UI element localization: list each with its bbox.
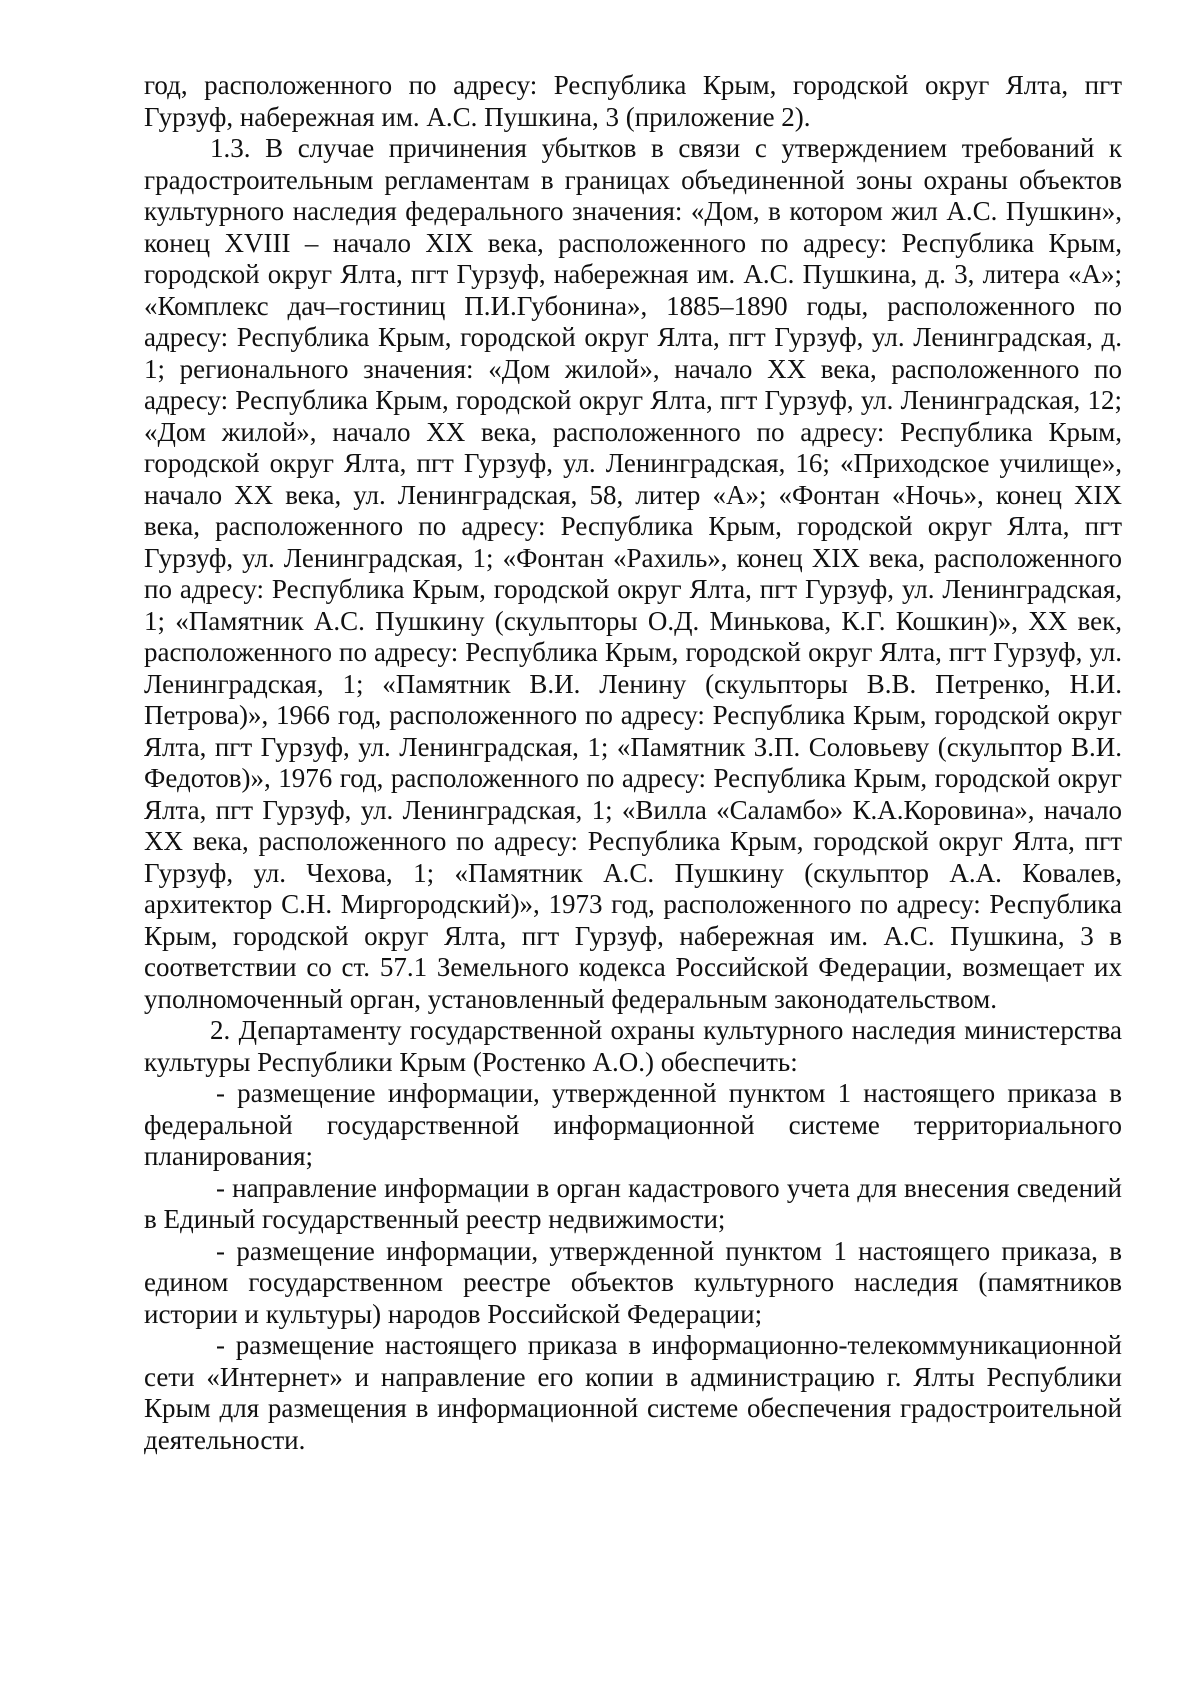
paragraph-section-1-3: 1.3. В случае причинения убытков в связи с утверждением требований к градостроительным регламентам в границах объединенной зоны охраны объектов культурного наследия федерального значения: «Дом, в котором жил А.С. Пушкин», конец XVIII – начало XIX века, расположенного по адресу: Республика Крым, городской округ Ялта, пгт Гурзуф, набережная им. А.С. Пушкина, д. 3, литера «А»; «Комплекс дач–гостиниц П.И.Губонина», 1885–1890 годы, расположенного по адресу: Республика Крым, городской округ Ялта, пгт Гурзуф, ул. Ленинградская, д. 1; регионального значения: «Дом жилой», начало XX века, расположенного по адресу: Республика Крым, городской округ Ялта, пгт Гурзуф, ул. Ленинградская, 12; «Дом жилой», начало XX века, расположенного по адресу: Республика Крым, городской округ Ялта, пгт Гурзуф, ул. Ленинградская, 16; «Приходское училище», начало XX века, ул. Ленинградская, 58, литер «А»; «Фонтан «Ночь», конец XIX века, расположенного по адресу: Республика Крым, городской округ Ялта, пгт Гурзуф, ул. Ленинградская, 1; «Фонтан «Рахиль», конец XIX века, расположенного по адресу: Республика Крым, городской округ Ялта, пгт Гурзуф, ул. Ленинградская, 1; «Памятник А.С. Пушкину (скульпторы О.Д. Минькова, К.Г. Кошкин)», XX век, расположенного по адресу: Республика Крым, городской округ Ялта, пгт Гурзуф, ул. Ленинградская, 1; «Памятник В.И. Ленину (скульпторы В.В. Петренко, Н.И. Петрова)», 1966 год, расположенного по адресу: Республика Крым, городской округ Ялта, пгт Гурзуф, ул. Ленинградская, 1; «Памятник З.П. Соловьеву (скульптор В.И. Федотов)», 1976 год, расположенного по адресу: Республика Крым, городской округ Ялта, пгт Гурзуф, ул. Ленинградская, 1; «Вилла «Саламбо» К.А.Коровина», начало XX века, расположенного по адресу: Республика Крым, городской округ Ялта, пгт Гурзуф, ул. Чехова, 1; «Памятник А.С. Пушкину (скульптор А.А. Ковалев, архитектор С.Н. Миргородский)», 1973 год, расположенного по адресу: Республика Крым, городской округ Ялта, пгт Гурзуф, набережная им. А.С. Пушкина, 3 в соответствии со ст. 57.1 Земельного кодекса Российской Федерации, возмещает их уполномоченный орган, установленный федеральным законодательством. (144, 133, 1122, 1014)
bullet-item-4: - размещение настоящего приказа в информационно-телекоммуникационной сети «Интернет» и направление его копии в администрацию г. Ялты Республики Крым для размещения в информационной системе обеспечения градостроительной деятельности. (144, 1330, 1122, 1455)
paragraph-continuation: год, расположенного по адресу: Республика Крым, городской округ Ялта, пгт Гурзуф, набережная им. А.С. Пушкина, 3 (приложение 2). (144, 70, 1122, 132)
bullet-item-2: - направление информации в орган кадастрового учета для внесения сведений в Единый государственный реестр недвижимости; (144, 1172, 1122, 1234)
paragraph-section-2: 2. Департаменту государственной охраны культурного наследия министерства культуры Республики Крым (Ростенко А.О.) обеспечить: (144, 1015, 1122, 1077)
bullet-item-1: - размещение информации, утвержденной пунктом 1 настоящего приказа в федеральной государственной информационной системе территориального планирования; (144, 1078, 1122, 1171)
document-body (144, 70, 1122, 1456)
bullet-item-3: - размещение информации, утвержденной пунктом 1 настоящего приказа, в едином государственном реестре объектов культурного наследия (памятников истории и культуры) народов Российской Федерации; (144, 1235, 1122, 1329)
